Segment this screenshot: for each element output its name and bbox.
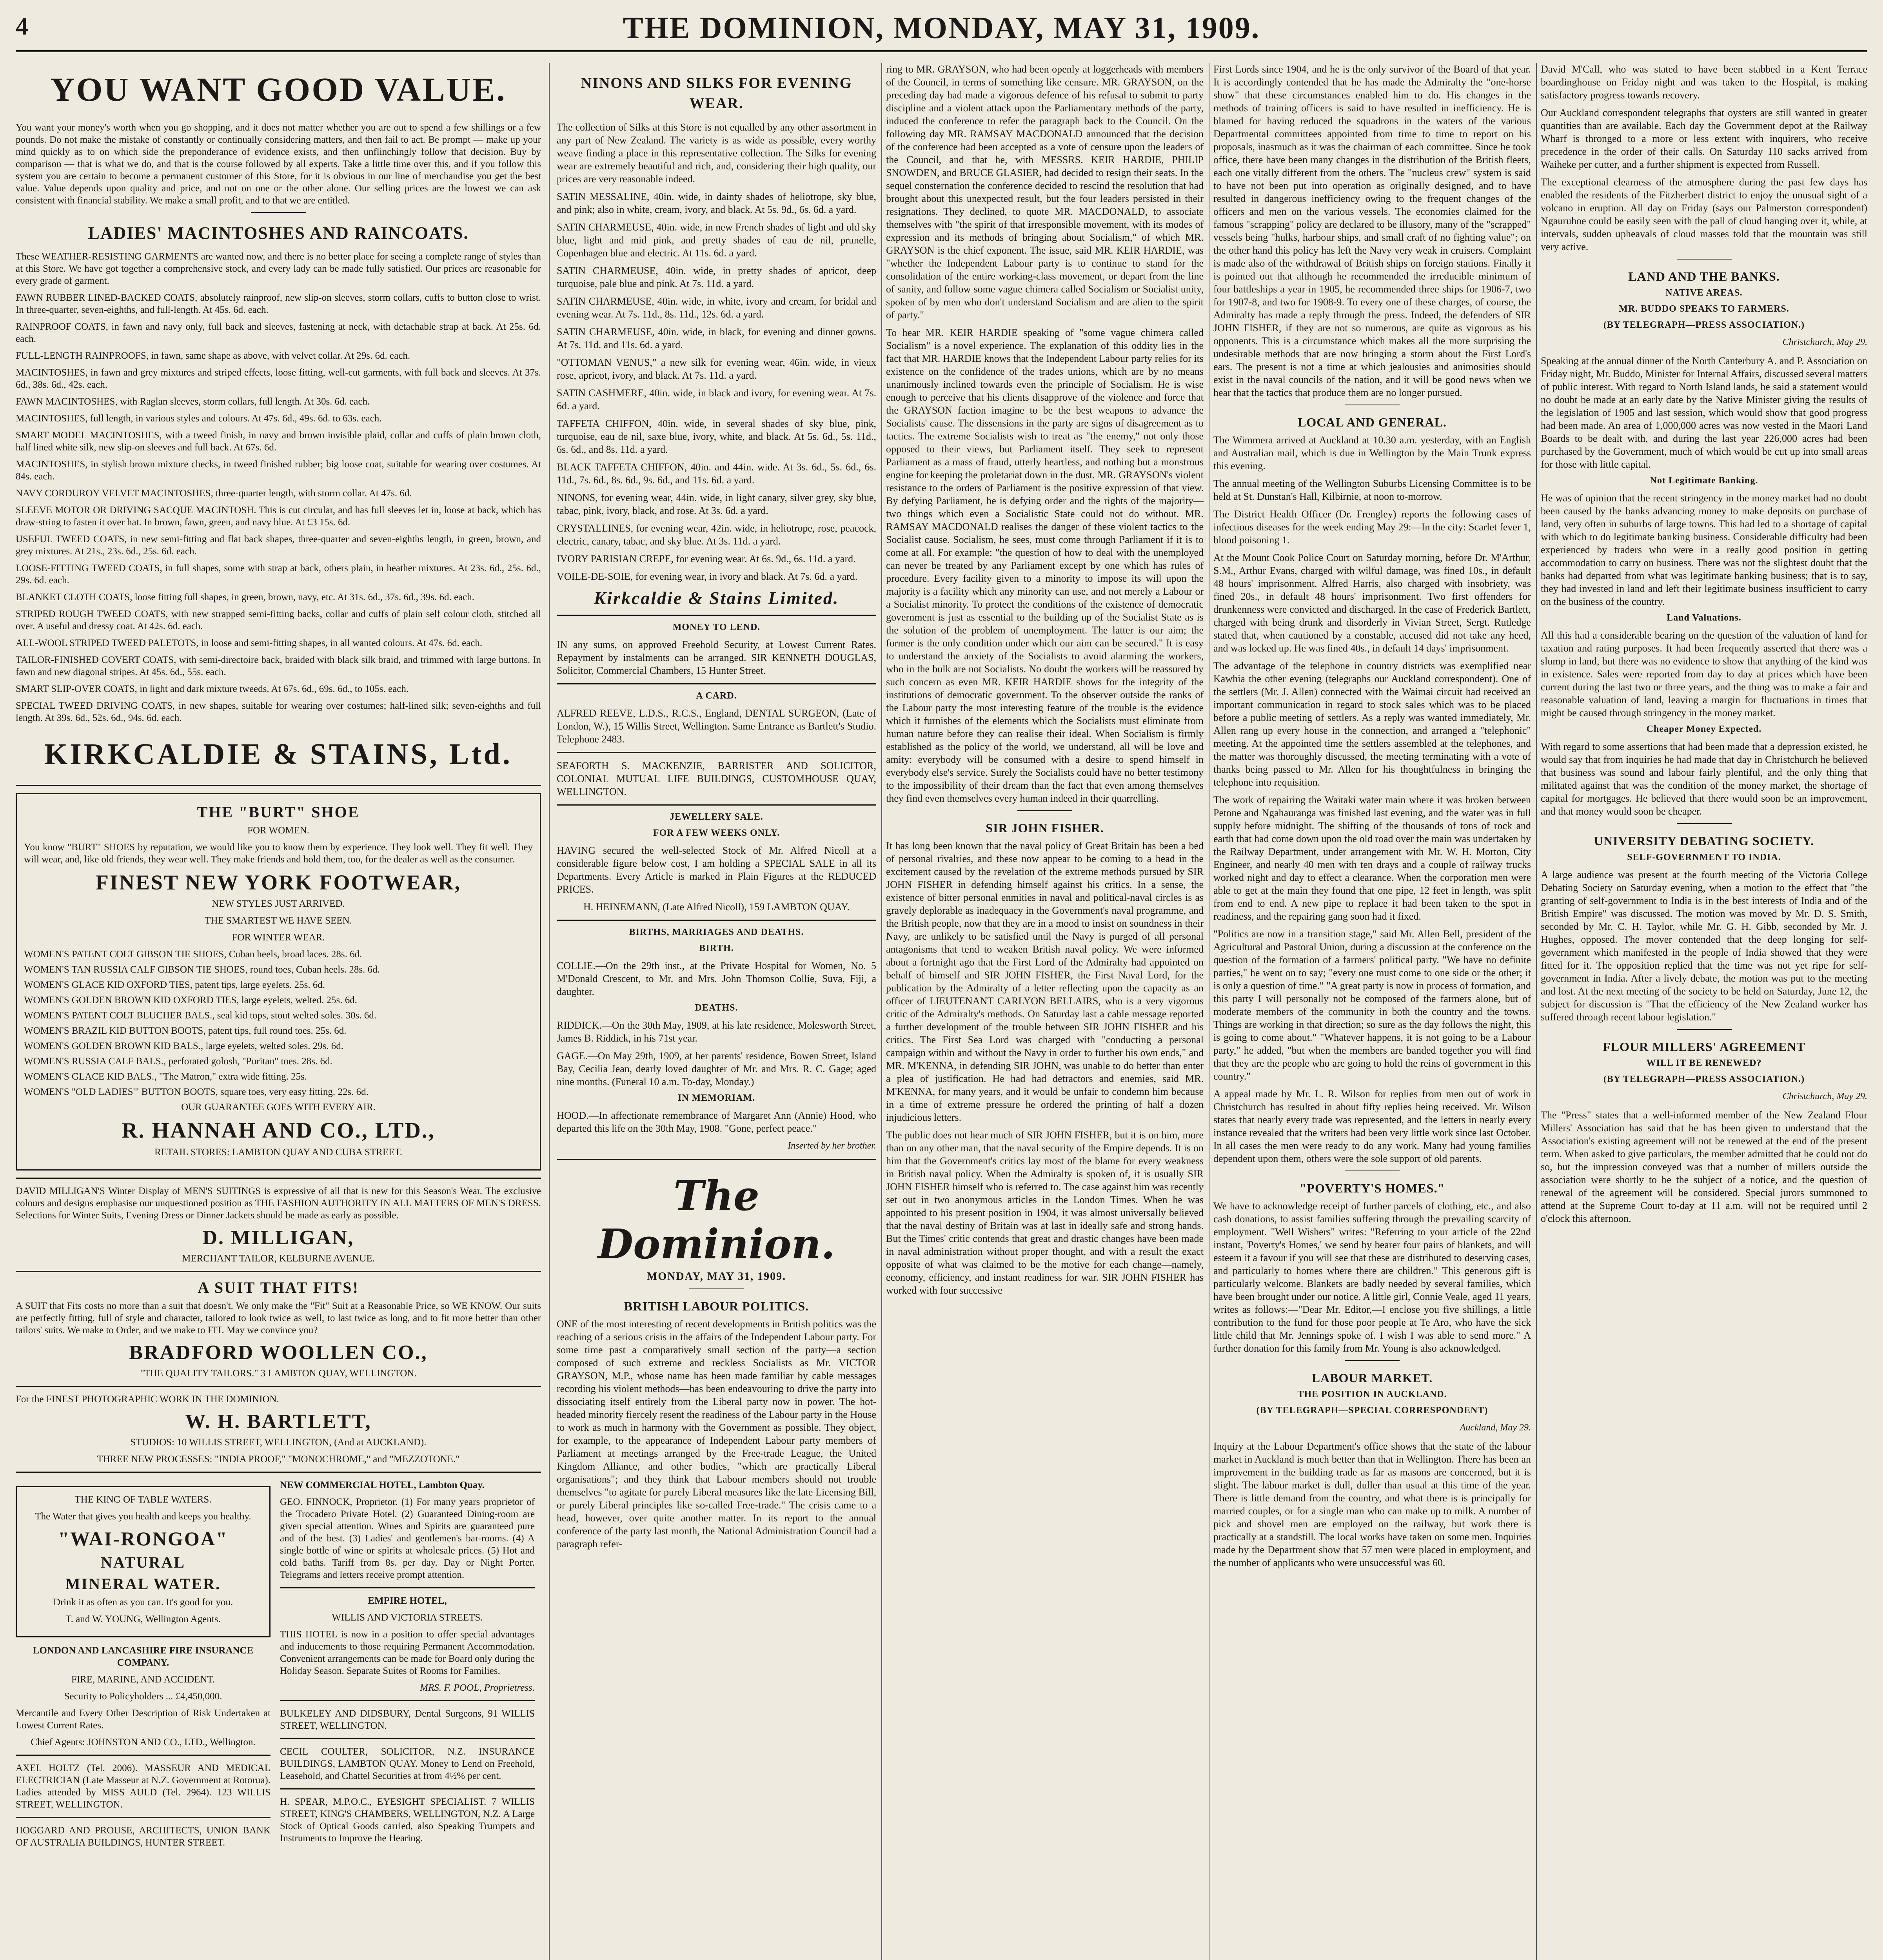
silk-price-item: SATIN CHARMEUSE, 40in. wide, in white, ivory and cream, for bridal and evening wear. At 7s. 11d., 8s. 11d., 12s. 6d. a yard. <box>557 296 876 320</box>
column-local-news <box>1213 63 1531 1960</box>
holtz-ad: AXEL HOLTZ (Tel. 2006). MASSEUR AND MEDICAL ELECTRICIAN (Late Masseur at N.Z. Government at Rotorua). Ladies attended by MISS AULD (Tel. 2964). 123 WILLIS STREET, WELLINGTON. <box>16 1763 271 1810</box>
shoe-price-item: WOMEN'S GLACE KID BALS., "The Matron," extra wide fitting. 25s. <box>24 1071 307 1082</box>
bradford-name: BRADFORD WOOLLEN CO., <box>129 1341 428 1364</box>
divider <box>1677 259 1732 260</box>
bradford-text: A SUIT that Fits costs no more than a suit that doesn't. We only make the "Fit" Suit at a Reasonable Price, so WE KNOW. Our suits are perfectly fitting, full of style and character, tailored to look twice as well, to last twice as long, and to fit more better than other tailors' suits. We make to Order, and we make to FIT. May we convince you? <box>16 1301 541 1336</box>
page-number: 4 <box>16 12 28 40</box>
page-title: THE DOMINION, MONDAY, MAY 31, 1909. <box>623 11 1260 45</box>
silk-price-item: SATIN CHARMEUSE, 40in. wide, in pretty shades of apricot, deep turquoise, pale blue and pink. At 7s. 11d. a yard. <box>557 265 876 289</box>
divider <box>16 1817 271 1818</box>
death-notice: RIDDICK.—On the 30th May, 1909, at his late residence, Molesworth Street, James B. Riddick, in his 71st year. <box>557 1020 876 1044</box>
coat-price-item: FAWN RUBBER LINED-BACKED COATS, absolutely rainproof, new slip-on sleeves, storm collars, cuffs to button close to wrist. In three-quarter, seven-eighths, and full-length. At 45s. 6d. each. <box>16 292 541 315</box>
divider <box>280 1700 535 1701</box>
land-text: He was of opinion that the recent stringency in the money market had no doubt been caused by the banks advancing money to make deposits on purchase of land, very often in suburbs of large towns. This had led to a shortage of capital with which to do legitimate banking business. Considerable difficulty had been experienced by traders who were in a really good position in getting accommodation to carry on business. There was not the slightest doubt that the banks had departed from what was legitimate banking business; that is to say, they had invested in land and left their legitimate business insufficient to carry on the business of the country. <box>1541 492 1867 607</box>
coat-price-item: FAWN MACINTOSHES, with Raglan sleeves, storm collars, full length. At 30s. 6d. each. <box>16 396 370 407</box>
empire-text: THIS HOTEL is now in a position to offer special advantages and inducements to those requiring Permanent Accommodation. Convenient arrangements can be made for Board only during the Holiday Season. Separate Suites of Rooms for Families. <box>280 1629 535 1676</box>
silk-price-item: SATIN CASHMERE, 40in. wide, in black and ivory, for evening wear. At 7s. 6d. a yard. <box>557 387 876 412</box>
flour-sub: WILL IT BE RENEWED? <box>1646 1058 1762 1068</box>
column-silks-and-notices <box>557 63 876 1960</box>
poverty-heading: "POVERTY'S HOMES." <box>1299 1181 1445 1195</box>
burt-line1: NEW STYLES JUST ARRIVED. <box>212 898 345 909</box>
wai-agents: T. and W. YOUNG, Wellington Agents. <box>65 1614 221 1624</box>
divider <box>16 1271 541 1272</box>
shoe-price-item: WOMEN'S RUSSIA CALF BALS., perforated golosh, "Puritan" toes. 28s. 6d. <box>24 1056 332 1067</box>
silk-price-item: SATIN CHARMEUSE, 40in. wide, in black, for evening and dinner gowns. At 7s. 11d. and 11s. 6d. a yard. <box>557 326 876 350</box>
lancs-sub: FIRE, MARINE, AND ACCIDENT. <box>71 1674 215 1685</box>
wai-name: "WAI-RONGOA" <box>58 1528 228 1550</box>
column-rule <box>881 63 882 1960</box>
silk-price-item: BLACK TAFFETA CHIFFON, 40in. and 44in. wide. At 3s. 6d., 5s. 6d., 6s. 11d., 7s. 6d., 8s. 6d., 9s. 6d., and 11s. 6d. a yard. <box>557 461 876 486</box>
birth-notice: COLLIE.—On the 29th inst., at the Private Hospital for Women, No. 5 M'Donald Crescent, to Mr. and Mrs. John Thomson Collie, Suva, Fiji, a daughter. <box>557 960 876 997</box>
birth-heading: BIRTH. <box>699 943 734 953</box>
burt-intro: You know "BURT" SHOES by reputation, we would like you to know them by experience. They look well. They fit well. They will wear, and, like old friends, they wear well. They make friends and hold them, too, for the dealer as well as the consumer. <box>24 842 533 865</box>
local-news-item: The work of repairing the Waitaki water main where it was broken between Petone and Ngahauranga was finished last evening, and the water was in full supply before midnight. The shifting of the thousands of tons of rock and earth that had come down upon the old road over the main was undertaken by the Railway Department, under arrangement with Mr. W. H. Morton, City Engineer, and nearly 40 men with ten drays and a couple of railway trucks worked night and day to effect a clearance. When the corporation men were able to get at the main they found that one pipe, 12 feet in length, was split from end to end. A new pipe to replace it had been taken to the spot in readiness, and the repairing gang soon had it fixed. <box>1213 794 1531 922</box>
local-news-item: "Politics are now in a transition stage," said Mr. Allen Bell, president of the Agricultural and Pastoral Union, during a discussion at the conference on the question of the formation of a farmers' political party. "We have no definite parties," he went on to say; "every one must come to one side or the other; it is only a question of time." "A great party is now in process of formation, and this party I will personally not be composed of the farmers alone, but of moderate members of the community in both the country and the towns. Things are working in that direction; so sure as the day follows the night, this is going to come about." "Whatever happens, it is not going to be a Labour party," he added, "but when the members are banded together you will find that they are the people who are going to hold the reins of government in this country." <box>1213 928 1531 1082</box>
spear-ad: H. SPEAR, M.P.O.C., EYESIGHT SPECIALIST. 7 WILLIS STREET, KING'S CHAMBERS, WELLINGTON, N.Z. A Large Stock of Optical Goods carried, also Speaking Trumpets and Instruments to Improve the Hearing. <box>280 1797 535 1844</box>
coulter-ad: CECIL COULTER, SOLICITOR, N.Z. INSURANCE BUILDINGS, LAMBTON QUAY. Money to Lend on Freehold, Leasehold, and Chattel Securities at from 4½% per cent. <box>280 1746 535 1781</box>
flour-heading: FLOUR MILLERS' AGREEMENT <box>1603 1040 1805 1054</box>
divider <box>557 920 876 921</box>
divider <box>251 212 306 213</box>
coat-price-item: MACINTOSHES, in fawn and grey mixtures and striped effects, loose fitting, well-cut garments, with full back and sleeves. At 37s. 6d., 38s. 6d., 42s. each. <box>16 367 541 390</box>
nz-hotel-text: GEO. FINNOCK, Proprietor. (1) For many years proprietor of the Trocadero Private Hotel. (2) Guaranteed Dining-room are given special attention. Wines and Spirits are guaranteed pure and of the best. (3) Ladies' and gentlemen's bar-rooms. (4) A single bottle of wine or spirits at wholesale prices. (5) Hot and cold baths. Tariff from 8s. per day. Day or Night Porter. Telegrams and letters receive prompt attention. <box>280 1497 535 1580</box>
land-text: With regard to some assertions that had been made that a depression existed, he would say that from inquiries he had made that day in Christchurch he believed that business was sound and labour fairly plentiful, and the only thing that militated against that was the condition of the money market, the shortage of capital for mortgages. He believed that there would soon be an improvement, and that money would soon be cheaper. <box>1541 741 1867 817</box>
headline-good-value: YOU WANT GOOD VALUE. <box>50 71 507 108</box>
death-notice: GAGE.—On May 29th, 1909, at her parents' residence, Bowen Street, Island Bay, Cecilia Jean, dearly loved daughter of Mr. and Mrs. R. C. Gage; aged nine months. (Funeral 10 a.m. To-day, Monday.) <box>557 1050 876 1087</box>
bradford-heading: A SUIT THAT FITS! <box>198 1279 359 1296</box>
university-heading: UNIVERSITY DEBATING SOCIETY. <box>1594 834 1814 848</box>
coat-price-item: USEFUL TWEED COATS, in new semi-fitting and flat back shapes, three-quarter and seven-eighths length, in green, brown, and grey mixtures. At 21s., 23s. 6d., 25s. 6d. each. <box>16 534 541 557</box>
divider <box>557 752 876 753</box>
local-news-item: The Wimmera arrived at Auckland at 10.30 a.m. yesterday, with an English and Australian mail, which is due in Wellington by the Main Trunk express this evening. <box>1213 434 1531 472</box>
land-sub2: MR. BUDDO SPEAKS TO FARMERS. <box>1619 304 1789 314</box>
shoe-price-item: WOMEN'S PATENT COLT BLUCHER BALS., seal kid tops, stout welted soles. 30s. 6d. <box>24 1010 376 1021</box>
lancs-text: Mercantile and Every Other Description of Risk Undertaken at Lowest Current Rates. <box>16 1708 271 1731</box>
land-subhead: Not Legitimate Banking. <box>1650 475 1758 486</box>
burt-shoe-list <box>24 948 533 1098</box>
empire-sub: WILLIS AND VICTORIA STREETS. <box>332 1612 483 1623</box>
coat-price-item: TAILOR-FINISHED COVERT COATS, with semi-directoire back, braided with black silk braid, and trimmed with large buttons. In fawn and new diagonal stripes. At 45s. 6d., 55s. each. <box>16 655 541 677</box>
silk-price-item: VOILE-DE-SOIE, for evening wear, in ivory and black. At 7s. 6d. a yard. <box>557 571 858 582</box>
wai-head: THE KING OF TABLE WATERS. <box>74 1494 212 1505</box>
hoggard-ad: HOGGARD AND PROUSE, ARCHITECTS, UNION BANK OF AUSTRALIA BUILDINGS, HUNTER STREET. <box>16 1825 271 1848</box>
masthead-rule <box>16 50 1867 52</box>
column-editorial <box>886 63 1204 1960</box>
hannah-address: RETAIL STORES: LAMBTON QUAY AND CUBA STREET. <box>154 1147 403 1158</box>
divider <box>16 1178 541 1179</box>
small-ads-grid <box>16 1479 541 1853</box>
burt-shoe-ad <box>16 793 541 1171</box>
british-labour-text: ONE of the most interesting of recent developments in British politics was the reaching of a serious crisis in the affairs of the Independent Labour party. For some time past a comparatively small section of the party—a section composed of such extreme and reckless Socialists as Mr. VICTOR GRAYSON, M.P., whose name has been made familiar by cable messages recording his violent methods—has been endeavouring to drive the party into dissociating itself entirely from the Liberal party now in power. The hot-headed minority fiercely resent the readiness of the Labour party in the House to work as much in harmony with the Government as possible. They object, for example, to the appearance of Independent Labour party members of Parliament at meetings arranged by the Free-trade League, the United Kingdom Alliance, and other bodies, "which are practically Liberal organisations"; and they think that Labour members should not trouble themselves "to agitate for purely Liberal measures like the late Licensing Bill, or purely Liberal principles like so-called Free-trade." The crisis came to a head, however, over quite another matter. In its report to the annual conference of the party last month, the National Administration Council had a paragraph refer- <box>557 1318 876 1550</box>
jewel-sign: H. HEINEMANN, (Late Alfred Nicoll), 159 LAMBTON QUAY. <box>583 901 850 913</box>
land-text: Speaking at the annual dinner of the North Canterbury A. and P. Association on Friday night, Mr. Buddo, Minister for Internal Affairs, discussed several matters of public interest. With regard to North Island lands, he said a statement would no doubt be made at an early date by the Native Minister giving the results of the legislation of 1905 and last session, which would show that good progress had been made. An area of 1,000,000 acres was now vested in the Maori Land Boards to be dealt with, and during the last year 226,000 acres had been purchased by the Government, much of which would be cut up into small areas for those with little capital. <box>1541 355 1867 470</box>
coat-price-item: FULL-LENGTH RAINPROOFS, in fawn, same shape as above, with velvet collar. At 29s. 6d. each. <box>16 350 410 361</box>
coat-price-item: LOOSE-FITTING TWEED COATS, in full shapes, some with strap at back, others plain, in heather mixtures. At 23s. 6d., 25s. 6d., 29s. 6d. each. <box>16 563 541 586</box>
coat-price-item: MACINTOSHES, in stylish brown mixture checks, in tweed finished rubber; big loose coat, suitable for wearing over costumes. At 84s. each. <box>16 459 541 482</box>
seaforth-ad: SEAFORTH S. MACKENZIE, BARRISTER AND SOLICITOR, COLONIAL MUTUAL LIFE BUILDINGS, CUSTOMHOUSE QUAY, WELLINGTON. <box>557 760 876 797</box>
divider <box>557 1159 876 1160</box>
university-sub: SELF-GOVERNMENT TO INDIA. <box>1627 852 1781 862</box>
divider <box>557 615 876 616</box>
burt-guarantee: OUR GUARANTEE GOES WITH EVERY AIR. <box>181 1102 376 1112</box>
burt-sub: FOR WOMEN. <box>247 825 309 836</box>
coat-price-item: ALL-WOOL STRIPED TWEED PALETOTS, in loose and semi-fitting shapes, in all wanted colours. At 47s. 6d. each. <box>16 638 483 648</box>
land-subhead: Cheaper Money Expected. <box>1646 724 1762 734</box>
burt-line2: THE SMARTEST WE HAVE SEEN. <box>205 915 352 926</box>
jewel-text: HAVING secured the well-selected Stock of Mr. Alfred Nicoll at a considerable figure below cost, I am holding a SPECIAL SALE in all its Departments. Every Article is marked in Plain Figures at the REDUCED PRICES. <box>557 845 876 895</box>
bartlett-name: W. H. BARTLETT, <box>185 1410 372 1433</box>
labour-sub: THE POSITION IN AUCKLAND. <box>1297 1389 1447 1399</box>
coat-price-item: SPECIAL TWEED DRIVING COATS, in new shapes, suitable for wearing over costumes; half-lined silk; seven-eighths and full length. At 39s. 6d., 52s. 6d., 94s. 6d. each. <box>16 701 541 723</box>
bartlett-processes: THREE NEW PROCESSES: "INDIA PROOF," "MONOCHROME," and "MEZZOTONE." <box>97 1454 460 1465</box>
shoe-price-item: WOMEN'S GOLDEN BROWN KID BALS., large eyelets, welted soles. 29s. 6d. <box>24 1041 344 1051</box>
memoriam-sign: Inserted by her brother. <box>788 1141 876 1151</box>
land-heading: LAND AND THE BANKS. <box>1628 269 1780 283</box>
divider <box>280 1738 535 1739</box>
wai-rongoa-ad <box>16 1486 271 1637</box>
silk-price-item: CRYSTALLINES, for evening wear, 42in. wide, in heliotrope, rose, peacock, electric, canary, tabac, and sky blue. At 3s. 11d. a yard. <box>557 523 876 547</box>
divider <box>16 1472 541 1473</box>
editorial-text: ring to MR. GRAYSON, who had been openly at loggerheads with members of the Council, in terms of something like censure. MR. GRAYSON, on the preceding day had made a vigorous defence of his refusal to submit to party discipline and a violent attack upon the Parliamentary methods of the party, induced the conference to refer the paragraph back to the Council. On the following day MR. RAMSAY MACDONALD announced that the decision of the conference had been accepted as a vote of censure upon the leaders of the Council, and that he, with MESSRS. KEIR HARDIE, PHILIP SNOWDEN, and BRUCE GLASIER, had decided to resign their seats. In the sequel consternation the conference decided to rescind the resolution that had brought about this unexpected result, but the four leaders persisted in their resignations. They declined, to quote MR. MACDONALD, to associate themselves with "the spirit of that irresponsible movement, with its modes of expression and its methods of bringing about Socialism," of which MR. GRAYSON is the chief exponent. The issue, said MR. KEIR HARDIE, was "whether the Independent Labour party is to continue to stand for the consolidation of the entire working-class movement, or depart from the line of sanity, and follow some vague chimera called Socialism or Socialist unity, spoken of by men who don't understand Socialism and are alien to the spirit of party." <box>886 64 1204 321</box>
burt-heading: THE "BURT" SHOE <box>197 803 360 821</box>
loan-head: MONEY TO LEND. <box>672 622 761 632</box>
bradford-sub: "THE QUALITY TAILORS." 3 LAMBTON QUAY, WELLINGTON. <box>140 1368 417 1379</box>
land-place: Christchurch, May 29. <box>1782 337 1867 347</box>
lancs-name: LONDON AND LANCASHIRE FIRE INSURANCE COMPANY. <box>33 1645 254 1668</box>
dominion-masthead: The Dominion. <box>597 1172 835 1268</box>
coat-price-item: BLANKET CLOTH COATS, loose fitting full shapes, in green, brown, navy, etc. At 31s. 6d., 37s. 6d., 39s. 6d. each. <box>16 592 475 603</box>
card-head: A CARD. <box>696 691 737 701</box>
loan-text: IN any sums, on approved Freehold Security, at Lowest Current Rates. Repayment by instalments can be arranged. SIR KENNETH DOUGLAS, Solicitor, Commercial Chambers, 15 Hunter Street. <box>557 639 876 676</box>
coat-price-item: MACINTOSHES, full length, in various styles and colours. At 47s. 6d., 49s. 6d. to 63s. each. <box>16 413 382 424</box>
local-heading: LOCAL AND GENERAL. <box>1298 415 1447 429</box>
university-text: A large audience was present at the fourth meeting of the Victoria College Debating Society on Saturday evening, when a motion to the effect that "the granting of self-government to India is in the best interests of India and of the British Empire" was discussed. The motion was moved by Mr. D. S. Smith, seconded by Mr. C. H. Taylor, while Mr. G. H. Gibb, seconded by Mr. J. Hughes, opposed. The mover contended that the deep longing for self-government which manifested in the people of India showed that they were fitted for it. The opposition replied that the time was not yet ripe for self-government in India. After a lively debate, the motion was put to the meeting and lost. At the next meeting of the society to be held on Saturday, June 12, the subject for discussion is "That the efficiency of the New Zealand worker has suffered through recent labour legislation." <box>1541 869 1867 1023</box>
column-rule <box>549 63 550 1960</box>
local-news-item: The advantage of the telephone in country districts was exemplified near Kawhia the other evening (telegraphs our Auckland correspondent). One of the settlers (Mr. J. Allen) connected with the Waimai circuit had received an important communication in regard to stock sales which was to be placed before a public meeting of settlers. As a reply was wanted immediately, Mr. Allen rang up every house in the connection, and arranged a "telephonic" meeting. At the appointed time the settlers assembled at the telephones, and the matter was thoroughly discussed, the meeting terminating with a vote of thanks being passed to Mr. Allen for his thoughtfulness in bringing the telephone into requisition. <box>1213 660 1531 788</box>
coat-price-item: SLEEVE MOTOR OR DRIVING SACQUE MACINTOSH. This is cut circular, and has full sleeves let in, loose at back, which has draw-string to fasten it over hat. In brown, fawn, green, and navy blue. At £3 15s. 6d. <box>16 505 541 528</box>
ladies-heading: LADIES' MACINTOSHES AND RAINCOATS. <box>88 223 469 243</box>
bmd-heading: BIRTHS, MARRIAGES AND DEATHS. <box>629 927 804 937</box>
labour-place: Auckland, May 29. <box>1460 1423 1531 1433</box>
divider <box>16 1755 271 1756</box>
land-sub: NATIVE AREAS. <box>1665 288 1743 298</box>
divider <box>280 1587 535 1588</box>
labour-text: Inquiry at the Labour Department's office shows that the state of the labour market in Auckland is much better than that in Wellington. There has been an improvement in the building trade as far as masons are concerned, but it is slight. The labour market is dull, duller than usual at this time of the year. There is little demand from the country, and what there is is principally for married couples, or for a single man who can make up to milk. A number of pick and shovel men are employed on the railway, but work there is practically at a standstill. The local works have taken on some men. Inquiries made by the Department show that 57 men were placed in employment, and the number of applicants who were unsuccessful was 60. <box>1213 1441 1531 1568</box>
small-ads-left <box>16 1479 271 1853</box>
ladies-intro: These WEATHER-RESISTING GARMENTS are wanted now, and there is no better place for seeing a complete range of styles than at this Store. We have got together a comprehensive stock, and every lady can be made fully satisfied. Our prices are reasonable for every grade of garment. <box>16 251 541 286</box>
silk-price-item: "OTTOMAN VENUS," a new silk for evening wear, 46in. wide, in vieux rose, apricot, ivory, and black. At 7s. 11d. a yard. <box>557 357 876 381</box>
bartlett-studio: STUDIOS: 10 WILLIS STREET, WELLINGTON, (And at AUCKLAND). <box>130 1437 427 1448</box>
silk-price-item: NINONS, for evening wear, 44in. wide, in light canary, silver grey, sky blue, tabac, pink, ivory, black, and rose. At 3s. 6d. a yard. <box>557 492 876 516</box>
local-news-item: A appeal made by Mr. L. R. Wilson for replies from men out of work in Christchurch has resulted in about fifty replies being received. Mr. Wilson states that nearly every trade was represented, and the letters in nearly every instance revealed that the writers had been very little work since last October. In all cases the men were ready to do any work. Many had young families dependent upon them, others were the sole support of old parents. <box>1213 1088 1531 1164</box>
milligan-address: MERCHANT TAILOR, KELBURNE AVENUE. <box>182 1253 375 1264</box>
card-text: ALFRED REEVE, L.D.S., R.C.S., England, DENTAL SURGEON, (Late of London, W.), 15 Willis Street, Wellington. Same Entrance as Bartlett's Studio. Telephone 2483. <box>557 708 876 745</box>
jewel-sub: FOR A FEW WEEKS ONLY. <box>653 828 780 838</box>
divider <box>1345 1360 1400 1361</box>
silks-store-name: Kirkcaldie & Stains Limited. <box>594 588 839 608</box>
column-news-right <box>1541 63 1867 1960</box>
bartlett-intro: For the FINEST PHOTOGRAPHIC WORK IN THE DOMINION. <box>16 1394 279 1405</box>
store-name: KIRKCALDIE & STAINS, Ltd. <box>44 738 512 771</box>
fisher-text: It has long been known that the naval policy of Great Britain has been a bed of personal rivalries, and these now appear to be coming to a head in the excitement caused by the revelation of the extreme methods pursued by SIR JOHN FISHER in defending himself against his critics. In a sense, the existence of bitter personal enmities in naval and political-naval circles is as gravely deplorable as inadequacy in the Government's naval programme, and the British people, now that they are in a mood to insist on soundness in their Navy, are unlikely to be satisfied until the Navy is purged of all personal antagonisms that tend to weaken British naval policy. We were informed about a fortnight ago that the First Lord of the Admiralty had appointed on behalf of himself and SIR JOHN FISHER, the First Naval Lord, for the publication by the Admiralty of a letter reflecting upon the capacity as an officer of LIEUTENANT CARLYON BELLAIRS, who is a very vigorous critic of the Admiralty's methods. On Saturday last a cable message reported a further development of the trouble between SIR JOHN FISHER and his critics. The First Sea Lord was charged with "conducting a personal campaign within and without the Navy in order to further his own ends," and MR. M'KENNA, in defending SIR JOHN, was unable to do better than enter a plea of justification. He had had detractors and enemies, said MR. M'KENNA, for many years, and it would be unfair to condemn him because in a time of extreme pressure he ordered the printing of half a dozen injudicious letters. <box>886 840 1204 1123</box>
wai-drink: Drink it as often as you can. It's good for you. <box>53 1597 233 1608</box>
divider <box>557 804 876 806</box>
fisher-text: The public does not hear much of SIR JOHN FISHER, but it is on him, more than on any other man, that the naval security of the Empire depends. It is on him that the Government's critics lay most of the blame for every weakness in British naval policy. When the Admiralty is spoken of, it is usually SIR JOHN FISHER himself who is referred to. The case against him was recently set out in two anonymous articles in the London Times. When he was appointed to his present position in 1904, it was almost universally believed that the naval destiny of Britain was at last in ideally safe and strong hands. But the Times' critic contends that great and drastic changes have been made in naval administration without proper thought, and with a result the exact opposite of what was claimed to be the motive for each change—namely, economy, efficiency, and instant readiness for war. SIR JOHN FISHER has worked with four successive <box>886 1129 1204 1296</box>
deaths-heading: DEATHS. <box>695 1003 738 1013</box>
coat-price-item: STRIPED ROUGH TWEED COATS, with new strapped semi-fitting backs, collar and cuffs of plain self colour cloth, stitched all over. A useful and dressy coat. At 42s. 6d. each. <box>16 609 541 632</box>
editorial-dateline: MONDAY, MAY 31, 1909. <box>646 1270 786 1283</box>
local-news-item: The District Health Officer (Dr. Frengley) reports the following cases of infectious diseases for the week ending May 29:—In the city: Scarlet fever 1, blood poisoning 1. <box>1213 508 1531 546</box>
good-value-intro: You want your money's worth when you go shopping, and it does not matter whether you are out to spend a few shillings or a few pounds. Do not make the mistake of constantly or continually considering matters, and then fail to act. Be prompt — make up your mind quickly as to on which side the preponderance of evidence exists, and then unflinchingly follow that decision. Buy by comparison — that is what we do, and that is the course followed by all experts. Take a little time over this, and if you follow this system you are certain to become a permanent customer of this Store, for it is obvious in our line of merchandise you get the best value. Value depends upon quality and price, and not on one or the other alone. Our selling prices are the lowest we can ask consistent with financial stability. We make a small profit, and to that we are entitled. <box>16 122 541 206</box>
labour-byline: (BY TELEGRAPH—SPECIAL CORRESPONDENT) <box>1256 1405 1488 1416</box>
land-byline: (BY TELEGRAPH—PRESS ASSOCIATION.) <box>1603 320 1805 330</box>
coat-price-item: RAINPROOF COATS, in fawn and navy only, full back and sleeves, fastening at neck, with detachable strap at back. At 25s. 6d. each. <box>16 321 541 344</box>
jewel-head: JEWELLERY SALE. <box>670 812 763 822</box>
bulkeley-ad: BULKELEY AND DIDSBURY, Dental Surgeons, 91 WILLIS STREET, WELLINGTON. <box>280 1708 535 1731</box>
burt-big: FINEST NEW YORK FOOTWEAR, <box>95 871 461 894</box>
british-labour-heading: BRITISH LABOUR POLITICS. <box>624 1299 809 1313</box>
divider <box>280 1788 535 1789</box>
silk-price-item: TAFFETA CHIFFON, 40in. wide, in several shades of sky blue, pink, turquoise, eau de nil, saxe blue, ivory, white, and black. At 5s. 6d., 5s. 11d., 6s. 6d., and 8s. 11d. a yard. <box>557 418 876 455</box>
silks-heading: NINONS AND SILKS FOR EVENING WEAR. <box>581 75 852 112</box>
divider <box>1017 810 1072 811</box>
divider <box>1677 823 1732 824</box>
silk-price-item: SATIN MESSALINE, 40in. wide, in dainty shades of heliotrope, sky blue, and pink; also in white, cream, ivory, and black. At 5s. 9d., 6s. 6d. a yard. <box>557 191 876 215</box>
fisher-heading: SIR JOHN FISHER. <box>986 821 1104 835</box>
local-news-item: The annual meeting of the Wellington Suburbs Licensing Committee is to be held at St. Dunstan's Hall, Kilbirnie, at noon to-morrow. <box>1213 478 1531 502</box>
poverty-text: We have to acknowledge receipt of further parcels of clothing, etc., and also cash donations, to assist families suffering through the prevailing scarcity of employment. "Well Wishers" writes: "Referring to your article of the 22nd instant, 'Poverty's Homes,' we send by bearer four pairs of blankets, and will esteem it a favour if you will see that these are distributed to deserving cases, and particularly to homes where there are children." This generous gift is particularly welcome. Blankets are badly needed by several families, which have been brought under our notice. A little girl, Connie Veale, aged 11 years, writes as follows:—"Dear Mr. Editor,—I enclose you five shillings, a little contribution to the fund for those poor people at Te Aro, who have the sick little child that Mr. Jennings spoke of. I wish I was able to send more." A further donation for this family from Mr. Young is also acknowledged. <box>1213 1200 1531 1354</box>
coat-price-item: SMART MODEL MACINTOSHES, with a tweed finish, in navy and brown invisible plaid, collar and cuffs of plain brown cloth, half lined white silk, new slip-on sleeves and full back. At 67s. 6d. <box>16 430 541 453</box>
labour-heading: LABOUR MARKET. <box>1311 1371 1433 1385</box>
shoe-price-item: WOMEN'S PATENT COLT GIBSON TIE SHOES, Cuban heels, broad laces. 28s. 6d. <box>24 949 362 960</box>
nz-hotel-head: NEW COMMERCIAL HOTEL, Lambton Quay. <box>280 1480 485 1490</box>
silk-price-list <box>557 190 876 583</box>
milligan-name: D. MILLIGAN, <box>202 1227 354 1249</box>
wai-sub: The Water that gives you health and keeps you healthy. <box>35 1511 251 1522</box>
land-text: All this had a considerable bearing on the question of the valuation of land for taxation and rating purposes. It had been frequently asserted that there was a slump in land, but there was no evidence to show that anything of the kind was in existence. Sales were reported from day to day at prices which have been current during the last two or three years, and the thing was to make a fair and reasonable valuation of land, leaving a margin for fluctuations in times that might be caused through stringency in the money market. <box>1541 630 1867 719</box>
empire-head: EMPIRE HOTEL, <box>368 1595 447 1606</box>
local-news-item: At the Mount Cook Police Court on Saturday morning, before Dr. M'Arthur, S.M., Arthur Evans, charged with wilful damage, was fined 10s., in default 48 hours' imprisonment. Alfred Harris, also charged with insobriety, was fined 20s., in default 48 hours' imprisonment. Two first offenders for drunkenness were convicted and discharged. In the case of Frederick Bartlett, charged with being drunk and disorderly in Vivian Street, Sergt. Rutledge stated that, when cautioned by a constable, accused did not take any heed, and was locked up. He was fined 40s., in default 14 days' imprisonment. <box>1213 552 1531 654</box>
coat-price-item: NAVY CORDUROY VELVET MACINTOSHES, three-quarter length, with storm collar. At 47s. 6d. <box>16 488 412 499</box>
divider <box>16 785 541 786</box>
land-subhead: Land Valuations. <box>1667 613 1741 623</box>
milligan-text: DAVID MILLIGAN'S Winter Display of MEN'S SUITINGS is expressive of all that is new for this Season's Wear. The exclusive colours and designs emphasise our unquestioned position as THE FASHION AUTHORITY IN ALL MATTERS OF MEN'S DRESS. Selections for Winter Suits, Evening Dress or Dinner Jackets should be made as early as possible. <box>16 1186 541 1221</box>
lancs-security: Security to Policyholders ... £4,450,000. <box>64 1691 222 1702</box>
editorial-text: To hear MR. KEIR HARDIE speaking of "some vague chimera called Socialism" is a novel experience. The explanation of this oddity lies in the fact that MR. HARDIE knows that the Independent Labour party relies for its existence on the confidence of the trades unions, which are by no means unanimously inclined towards even the principle of Socialism. He is wise enough to perceive that his clients disapprove of the violence and force that the GRAYSON faction imagine to be the best weapons to advance the Socialists' cause. The dissensions in the party are signs of disagreement as to tactics. The extreme Socialists wish to treat as "the enemy," not only those opposed to their views, but Parliament itself. They seek to represent Parliament as a mass of fraud, utterly heartless, and nothing but a monstrous engine for keeping the proletariat down in the dust. MR. GRAYSON's violent resistance to the orders of Parliament is the positive expression of that view. By defying Parliament, he is defying order and the rights of the majority—two things which even a Socialistic State could not do without. MR. RAMSAY MACDONALD realises the danger of these violent tactics to the Socialist cause. Socialism, he sees, must come through Parliament if it is to come at all. For example: "the question of how to deal with the unemployed can never be treated by any Parliament except by one which has rules of procedure. Every facility given to a minority to impose its will upon the majority is a facility which any minority can use, and not merely a Labour or a Socialist minority. To protect the conditions of the existence of democratic government is just as essential to the building up of the Socialist State as is the solution of the problem of unemployment. The latter is our aim; the former is the only condition under which our aim can be secured." It is easy to understand the anxiety of the Socialists to avoid alarming the workers, who in the bulk are not Socialists. No doubt the workers will be reassured by such concern as even MR. KEIR HARDIE shows for the integrity of the institutions of democratic government. To the observer outside the ranks of the Labour party the most interesting feature of the trouble is the evidence which it furnishes of the elements which the Socialists must eliminate from human nature before they can realise their ideal. When Socialism is firmly established as the policy of the world, we understand, all will be love and amity: everybody will be consumed with a desire to spend himself in everybody else's service. Surely the Socialists could have no better testimony to the impossibility of their dream than the fact that even among themselves they find even themselves every human indeed in their quarrelling. <box>886 327 1204 804</box>
divider <box>16 1386 541 1387</box>
memoriam-heading: IN MEMORIAM. <box>677 1093 755 1103</box>
lancs-agents: Chief Agents: JOHNSTON AND CO., LTD., Wellington. <box>31 1737 256 1748</box>
shoe-price-item: WOMEN'S GLACE KID OXFORD TIES, patent tips, large eyelets. 25s. 6d. <box>24 980 325 990</box>
local-news-list <box>1213 434 1531 1165</box>
divider <box>1677 1029 1732 1030</box>
shoe-price-item: WOMEN'S TAN RUSSIA CALF GIBSON TIE SHOES, round toes, Cuban heels. 28s. 6d. <box>24 964 380 975</box>
empire-prop: MRS. F. POOL, Proprietress. <box>420 1682 535 1693</box>
flour-byline: (BY TELEGRAPH—PRESS ASSOCIATION.) <box>1603 1074 1805 1084</box>
coat-price-item: SMART SLIP-OVER COATS, in light and dark mixture tweeds. At 67s. 6d., 69s. 6d., to 105s. each. <box>16 684 409 694</box>
news-item: David M'Call, who was stated to have been stabbed in a Kent Terrace boardinghouse on Friday night and was taken to the Hospital, is making satisfactory progress towards recovery. <box>1541 64 1867 101</box>
masthead <box>16 8 1867 53</box>
flour-text: The "Press" states that a well-informed member of the New Zealand Flour Millers' Association has said that he has been given to understand that the Association's existing agreement will not be renewed at the end of the present term. When asked to give particulars, the member admitted that he could not do so, but the impression conveyed was that a number of millers outside the association were shortly to be the subject of a notice, and the question of renewal of the agreement will be considered. Special jurors summoned to attend at the Supreme Court to-day at 11 a.m. will not be required until 2 o'clock this afternoon. <box>1541 1109 1867 1224</box>
shoe-price-item: WOMEN'S "OLD LADIES'" BUTTON BOOTS, square toes, very easy fitting. 22s. 6d. <box>24 1087 369 1097</box>
divider <box>557 683 876 684</box>
flour-place: Christchurch, May 29. <box>1782 1091 1867 1102</box>
news-item: The exceptional clearness of the atmosphere during the past few days has enabled the residents of the Fitzherbert district to enjoy the unusual sight of a volcano in eruption. All day on Friday (says our Palmerston correspondent) Ngauruhoe could be easily seen with the pall of cloud hanging over it, while, at intervals, sudden upheavals of cloud masses told that the mountain was still very active. <box>1541 176 1867 252</box>
shoe-price-item: WOMEN'S BRAZIL KID BUTTON BOOTS, patent tips, full round toes. 25s. 6d. <box>24 1025 347 1036</box>
hannah-name: R. HANNAH AND CO., LTD., <box>122 1118 435 1143</box>
silk-price-item: SATIN CHARMEUSE, 40in. wide, in new French shades of light and old sky blue, light and mid pink, and pretty shades of eau de nil, prunelle, Copenhagen blue and electric. At 11s. 6d. a yard. <box>557 221 876 259</box>
burt-line3: FOR WINTER WEAR. <box>232 932 325 943</box>
shoe-price-item: WOMEN'S GOLDEN BROWN KID OXFORD TIES, large eyelets, welted. 25s. 6d. <box>24 995 358 1005</box>
silk-price-item: IVORY PARISIAN CREPE, for evening wear. At 6s. 9d., 6s. 11d. a yard. <box>557 553 856 564</box>
column-advertisements <box>16 63 541 1960</box>
wai-natural: NATURAL <box>101 1553 185 1571</box>
silks-intro: The collection of Silks at this Store is not equalled by any other assortment in any part of New Zealand. The variety is as wide as possible, every worthy weave finding a place in this representative collection. The Silks for evening wear are extremely beautiful and rich, and, considering their high quality, our prices are very reasonable indeed. <box>557 122 876 185</box>
coat-price-list <box>16 292 541 724</box>
memoriam-notice: HOOD.—In affectionate remembrance of Margaret Ann (Annie) Hood, who departed this life on the 30th May, 1908. "Gone, perfect peace." <box>557 1110 876 1134</box>
column-rule <box>1536 63 1537 1960</box>
small-ads-right <box>280 1479 535 1853</box>
news-item: Our Auckland correspondent telegraphs that oysters are still wanted in greater quantities than are available. Each day the Government depot at the Railway Wharf is thronged to a more or less extent with inquirers, who receive precedence in the order of their calls. On Saturday 110 sacks arrived from Waiheke per cutter, and a further shipment is expected from Russell. <box>1541 107 1867 170</box>
fisher-continued: First Lords since 1904, and he is the only survivor of the Board of that year. It is accordingly contended that he has made the Admiralty the "one-horse show" that these circumstances enabled him to do. His changes in the methods of training officers is said to have resulted in inefficiency. He is blamed for having reduced the squadrons in the waters of the various Departmental committees appointed from time to time to report on his proposals, inasmuch as it was the chairman of each committee. Since he took office, there have been many changes in the distribution of the British fleets, each one vitally different from the others. The "nucleus crew" system is said to have not been put into operation as originally designed, and to have resulted in dangerous inefficiency owing to the frequent changes of the officers and men on the various vessels. The economies claimed for the famous "scrapping" policy are declared to be illusory, many of the "scrapped" vessels being "hulks, harbour ships, and small craft of no fighting value"; on the other hand this policy has left the Navy very weak in cruisers. Complaint is made also of the withdrawal of British ships on foreign stations. Finally it is pointed out that although he recommended the irreducible minimum of four battleships a year in 1905, he recommended three ships for 1906-7, two for 1907-8, and two for 1908-9. To every one of these charges, of course, the Admiralty has made a reply through the press. Indeed, the defenders of SIR JOHN FISHER, if they are not so numerous, are quite as vigorous as his opponents. This is a circumstance which makes all the more surprising the undesirable methods that are now bringing a storm about the First Lord's ears. The present is not a time at which jealousies and animosities should exist in the naval councils of the nation, and it will be good news when we hear that the tactics that produce them are no longer pursued. <box>1213 64 1531 398</box>
wai-mineral: MINERAL WATER. <box>65 1575 221 1593</box>
